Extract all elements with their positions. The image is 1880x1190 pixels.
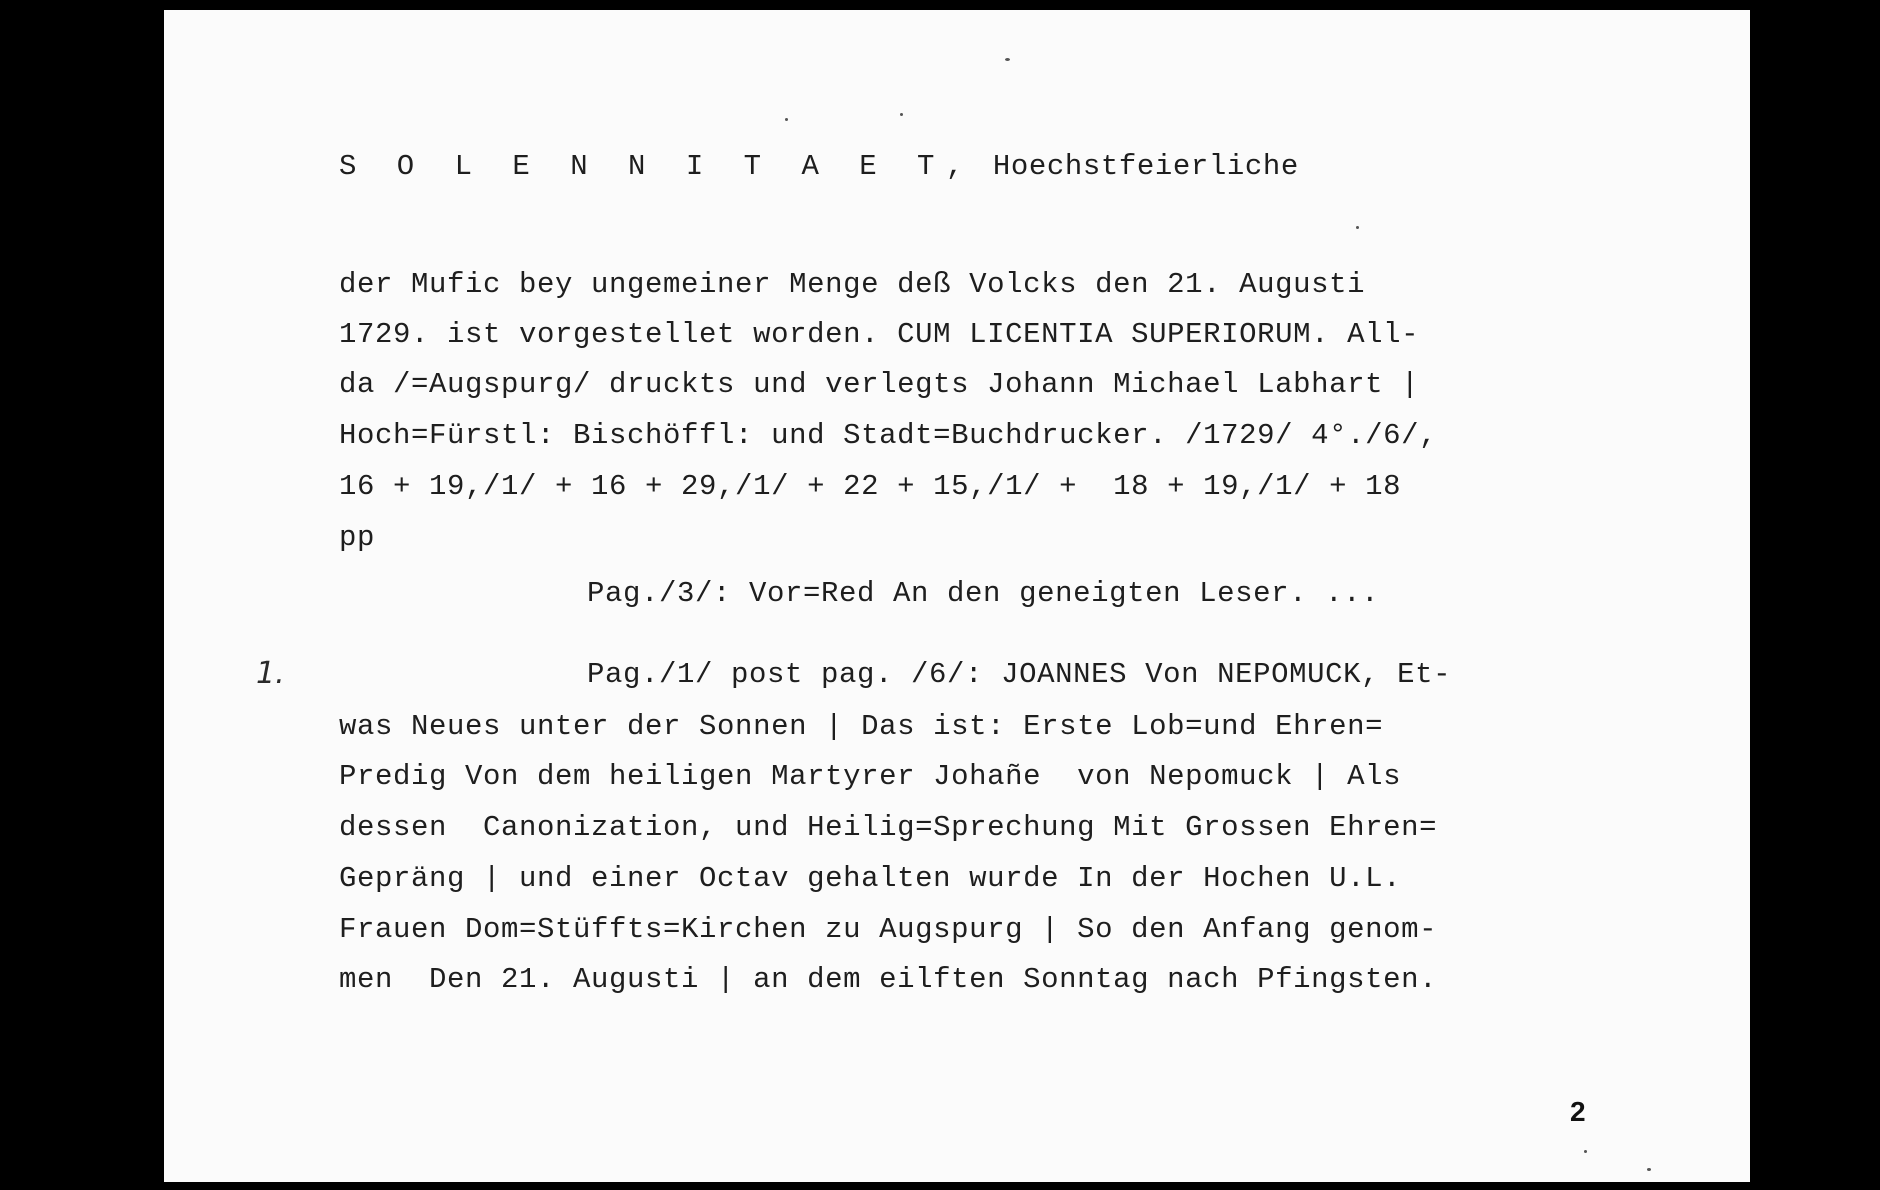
paragraph1-line: der Mufic bey ungemeiner Menge deß Volcks den 21. Augusti [339, 268, 1366, 301]
page-number: 2 [1570, 1096, 1586, 1127]
paragraph2-line: Pag./1/ post pag. /6/: JOANNES Von NEPOMUCK, Et- [587, 658, 1452, 691]
paragraph1-line: pp [339, 521, 376, 554]
marginal-number: 1. [256, 656, 285, 691]
paragraph2-line: Gepräng | und einer Octav gehalten wurde In der Hochen U.L. [339, 862, 1402, 895]
speck [1005, 58, 1010, 61]
index-card [164, 10, 1750, 1182]
title-spaced: S O L E N N I T A E T, [339, 150, 975, 183]
paragraph2-line: was Neues unter der Sonnen | Das ist: Erste Lob=und Ehren= [339, 710, 1384, 743]
note-line: Pag./3/: Vor=Red An den geneigten Leser. ... [587, 577, 1380, 610]
paragraph2-line: men Den 21. Augusti | an dem eilften Sonntag nach Pfingsten. [339, 963, 1438, 996]
speck [1647, 1168, 1651, 1171]
speck [1584, 1150, 1587, 1153]
paragraph2-line: Frauen Dom=Stüffts=Kirchen zu Augspurg | So den Anfang genom- [339, 913, 1438, 946]
speck [785, 118, 788, 121]
speck [900, 113, 903, 116]
speck [1356, 226, 1359, 229]
paragraph1-line: 16 + 19,/1/ + 16 + 29,/1/ + 22 + 15,/1/ + 18 + 19,/1/ + 18 [339, 470, 1402, 503]
title-rest: Hoechstfeierliche [974, 150, 1299, 183]
paragraph1-line: Hoch=Fürstl: Bischöffl: und Stadt=Buchdrucker. /1729/ 4°./6/, [339, 419, 1438, 452]
paragraph1-line: 1729. ist vorgestellet worden. CUM LICENTIA SUPERIORUM. All- [339, 318, 1420, 351]
paragraph2-line: dessen Canonization, und Heilig=Sprechung Mit Grossen Ehren= [339, 811, 1438, 844]
paragraph1-line: da /=Augspurg/ druckts und verlegts Johann Michael Labhart | [339, 368, 1420, 401]
paragraph2-line: Predig Von dem heiligen Martyrer Johañe von Nepomuck | Als [339, 760, 1402, 793]
card-title [339, 152, 1299, 181]
